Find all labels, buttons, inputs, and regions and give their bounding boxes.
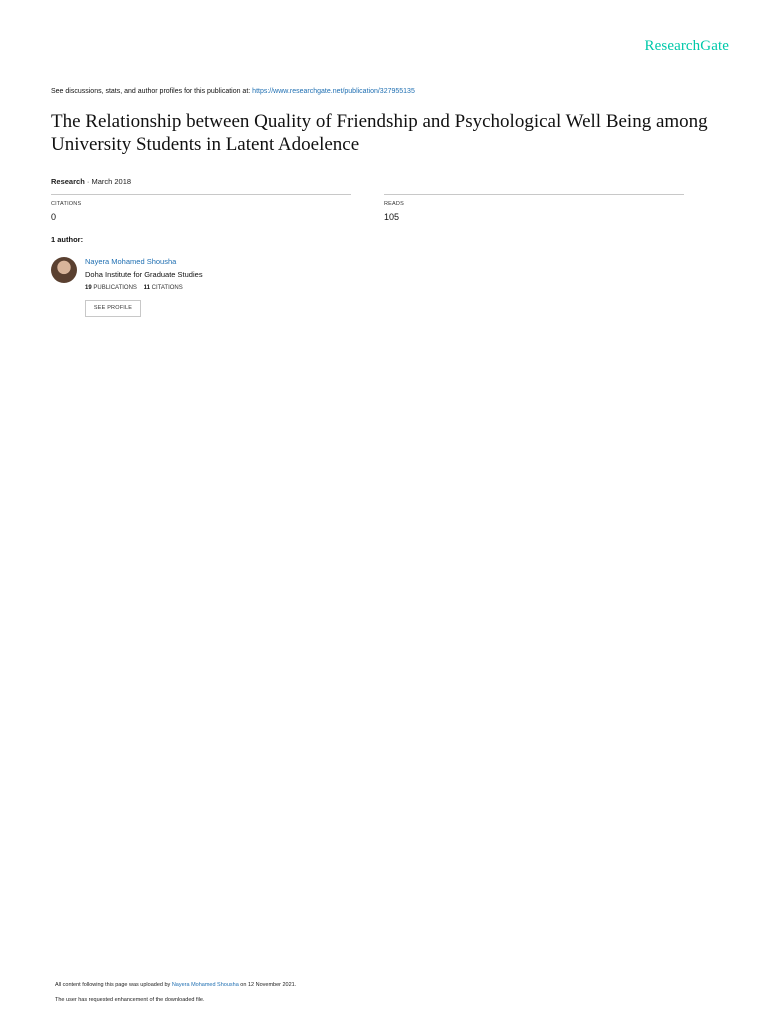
citations-divider — [51, 194, 351, 195]
publications-count: 19 — [85, 285, 92, 291]
author-citations-label: CITATIONS — [151, 285, 183, 291]
reads-value: 105 — [384, 212, 400, 222]
enhancement-note: The user has requested enhancement of the downloaded file. — [55, 997, 205, 1003]
publication-title: The Relationship between Quality of Friendship and Psychological Well Being among University Students in Latent Adoelence — [51, 111, 708, 155]
researchgate-logo[interactable]: ResearchGate — [644, 38, 729, 54]
publication-url-link[interactable]: https://www.researchgate.net/publication/327955135 — [252, 88, 415, 95]
upload-suffix: on 12 November 2021. — [238, 982, 297, 988]
author-affiliation: Doha Institute for Graduate Studies — [85, 270, 203, 279]
citations-value: 0 — [51, 212, 57, 222]
publication-meta — [51, 177, 131, 186]
author-name-link[interactable]: Nayera Mohamed Shousha — [85, 257, 177, 266]
citations-label: CITATIONS — [51, 201, 82, 207]
publications-label: PUBLICATIONS — [93, 285, 137, 291]
author-stats — [85, 285, 183, 291]
uploader-link[interactable]: Nayera Mohamed Shousha — [171, 982, 239, 988]
see-profile-button[interactable]: SEE PROFILE — [85, 300, 141, 317]
author-avatar[interactable] — [51, 257, 77, 283]
author-citations-count: 11 — [143, 285, 150, 291]
publication-link-line — [51, 88, 415, 95]
reads-divider — [384, 194, 684, 195]
publication-type: Research — [51, 177, 85, 186]
upload-prefix: All content following this page was uploaded by — [55, 982, 172, 988]
reads-label: READS — [384, 201, 404, 207]
discussion-text: See discussions, stats, and author profiles for this publication at: — [51, 88, 253, 95]
publication-date: · March 2018 — [84, 177, 132, 186]
authors-count-label: 1 author: — [51, 235, 84, 244]
upload-note — [55, 982, 296, 988]
